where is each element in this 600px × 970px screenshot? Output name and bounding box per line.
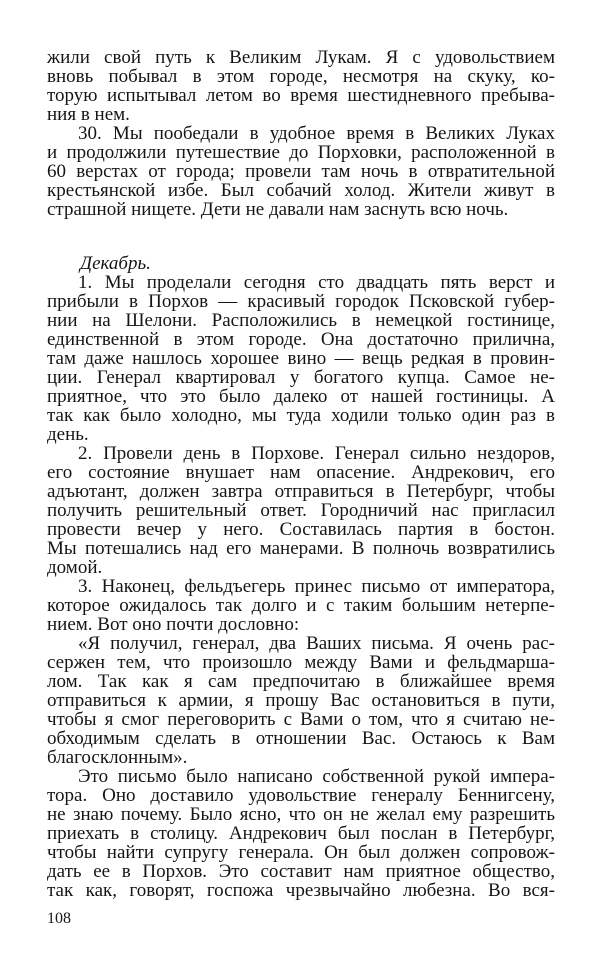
text-line: тора. Оно доставило удовольствие генералу Беннигсену,	[47, 784, 555, 806]
text-line: так как было холодно, мы туда ходили только один раз в	[47, 404, 555, 426]
paragraph	[47, 124, 555, 219]
text-line: нием. Вот оно почти дословно:	[47, 613, 300, 635]
section-gap	[47, 219, 555, 254]
top-paragraphs	[47, 48, 555, 219]
text-line: 2. Провели день в Порхове. Генерал сильно нездоров,	[78, 442, 555, 464]
text-line: дать ее в Порхов. Это составит нам приятное общество,	[47, 860, 555, 882]
paragraph	[47, 444, 555, 577]
text-line: торую испытывал летом во время шестидневного пребыва-	[47, 85, 555, 106]
text-line: там даже нашлось хорошее вино — вещь редкая в провин-	[47, 347, 555, 369]
text-line: обходимым сделать в отношении Вас. Остаюсь к Вам	[47, 727, 555, 749]
text-line: Это письмо было написано собственной рукой импера-	[78, 765, 555, 787]
text-line: вновь побывал в этом городе, несмотря на скуку, ко-	[47, 66, 555, 87]
text-line: прибыли в Порхов — красивый городок Псковской губер-	[47, 290, 555, 312]
text-line: нии на Шелони. Расположились в немецкой гостинице,	[47, 309, 555, 331]
page-body	[47, 48, 555, 900]
text-line: так как, говорят, госпожа чрезвычайно любезна. Во вся-	[47, 879, 555, 901]
text-line: день.	[47, 423, 89, 445]
text-line: жили свой путь к Великим Лукам. Я с удовольствием	[47, 47, 555, 68]
text-line: адъютант, должен завтра отправиться в Петербург, чтобы	[47, 480, 555, 502]
text-line: 3. Наконец, фельдъегерь принес письмо от императора,	[78, 575, 555, 597]
text-line: лом. Так как я сам предпочитаю в ближайшее время	[47, 670, 555, 692]
paragraph	[47, 273, 555, 444]
text-line: приятное, что это было далеко от нашей гостиницы. А	[47, 385, 555, 407]
text-line: сержен тем, что произошло между Вами и фельдмарша-	[47, 651, 555, 673]
paragraph	[47, 48, 555, 124]
text-line: «Я получил, генерал, два Ваших письма. Я очень рас-	[78, 632, 555, 654]
text-line: не знаю почему. Было ясно, что он не желал ему разрешить	[47, 803, 555, 825]
section-heading: Декабрь.	[80, 252, 151, 274]
text-line: ции. Генерал квартировал у богатого купца. Самое не-	[47, 366, 555, 388]
text-line: крестьянской избе. Был собачий холод. Жители живут в	[47, 180, 555, 201]
text-line: которое ожидалось так долго и с таким большим нетерпе-	[47, 594, 555, 616]
text-line: 30. Мы пообедали в удобное время в Великих Луках	[78, 123, 555, 144]
text-line: страшной нищете. Дети не давали нам заснуть всю ночь.	[47, 199, 509, 220]
text-line: Мы потешались над его манерами. В полночь возвратились	[47, 537, 555, 559]
text-line: 1. Мы проделали сегодня сто двадцать пять верст и	[78, 271, 555, 293]
paragraph	[47, 634, 555, 767]
paragraph	[47, 767, 555, 900]
section-paragraphs	[47, 273, 555, 900]
page-number: 108	[47, 910, 71, 927]
text-line: его состояние внушает нам опасение. Андрекович, его	[47, 461, 555, 483]
text-line: провести вечер у него. Составилась партия в бостон.	[47, 518, 555, 540]
text-line: чтобы я смог переговорить с Вами о том, что я считаю не-	[47, 708, 555, 730]
text-line: единственной в этом городе. Она достаточно прилична,	[47, 328, 555, 350]
text-line: отправиться к армии, я прошу Вас остановиться в пути,	[47, 689, 555, 711]
text-line: благосклонным».	[47, 746, 188, 768]
text-line: 60 верстах от города; провели там ночь в отвратительной	[47, 161, 555, 182]
paragraph	[47, 577, 555, 634]
text-line: ния в нем.	[47, 104, 130, 125]
text-line: получить решительный ответ. Городничий нас пригласил	[47, 499, 555, 521]
text-line: и продолжили путешествие до Порховки, расположенной в	[47, 142, 555, 163]
text-line: чтобы найти супругу генерала. Он был должен сопровож-	[47, 841, 555, 863]
text-line: домой.	[47, 556, 103, 578]
text-line: приехать в столицу. Андрекович был послан в Петербург,	[47, 822, 555, 844]
